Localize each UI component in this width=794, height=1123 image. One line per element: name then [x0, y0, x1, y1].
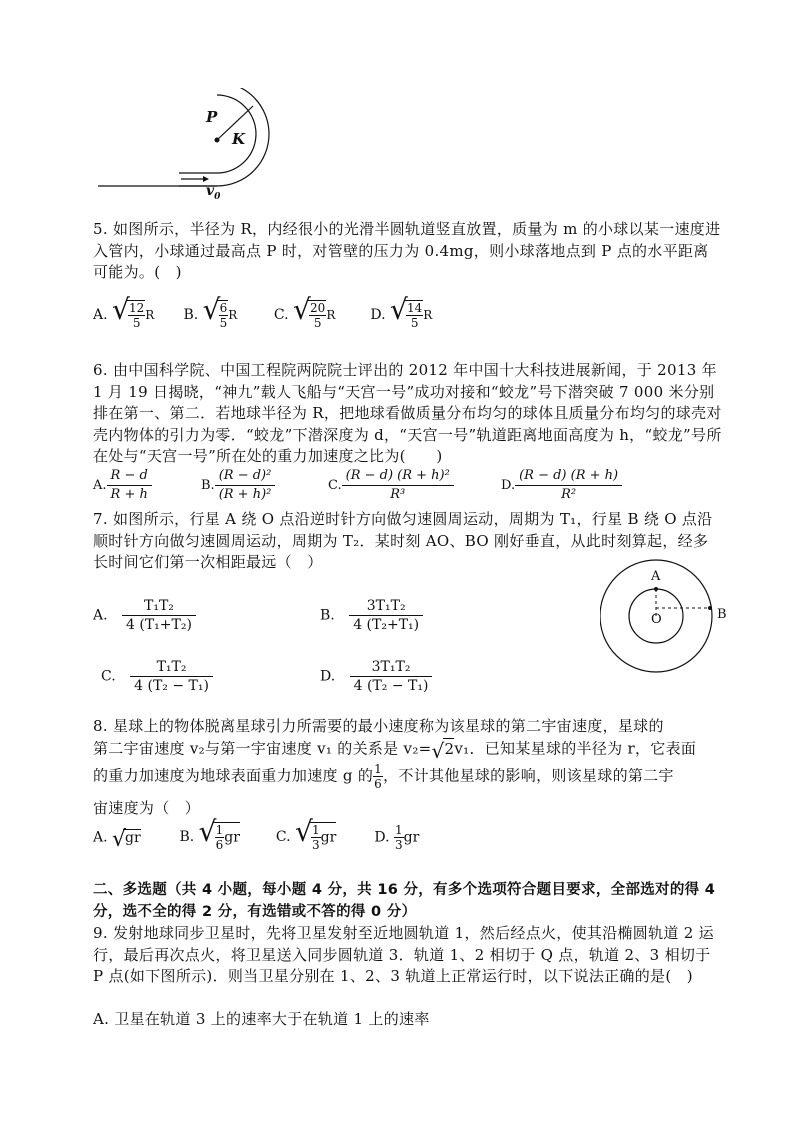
q5-options [93, 293, 613, 330]
label-p: P [206, 108, 218, 126]
q5-text: 5. 如图所示，半径为 R，内经很小的光滑半圆轨道竖直放置，质量为 m 的小球以某一速度进入管内，小球通过最高点 P 时，对管壁的压力为 0.4mg，则小球落地点到 P 点的水平距离可能为。( ) [93, 220, 721, 281]
q7-a-frac [122, 597, 196, 634]
q6-d-letter: D. [501, 478, 516, 493]
q8-d-tail: gr [403, 829, 420, 845]
q8-frac-1-6 [373, 762, 383, 791]
q7-option-a[interactable] [93, 597, 196, 634]
q8-option-b[interactable] [179, 815, 271, 852]
q6-d-num: (R − d) (R + h) [515, 467, 622, 486]
q9-text: 9. 发射地球同步卫星时，先将卫星发射至近地圆轨道 1，然后经点火，使其沿椭圆轨道 2 运行，最后再次点火，将卫星送入同步圆轨道 3．轨道 1、2 相切于 Q 点，轨道 2、3 相切于 P 点(如下图所示)．则当卫星分别在 1、2、3 轨道上正常运行时，以下说法正确的是( ) [93, 924, 714, 985]
q6-option-a[interactable] [93, 467, 152, 504]
orbit-figure [600, 555, 750, 680]
q7-b-den: 4 (T₂+T₁) [353, 617, 420, 633]
q8-b-num: 1 [215, 823, 224, 837]
q8-b-letter: B. [179, 829, 195, 845]
q5-option-a-letter: A. [93, 307, 108, 323]
q6-c-den: R³ [390, 487, 406, 502]
q6-c-num: (R − d) (R + h)² [342, 467, 454, 486]
q6-d-frac [515, 467, 622, 504]
q6-option-d[interactable] [501, 467, 622, 504]
q8-d-frac [394, 823, 404, 852]
q7-b-num: 3T₁T₂ [349, 597, 423, 616]
q5-d-num: 14 [407, 301, 423, 315]
q5-option-d-letter: D. [370, 307, 386, 323]
q7-option-b[interactable] [320, 597, 423, 634]
q8-frac-den: 6 [374, 777, 383, 791]
q7-d-den: 4 (T₂ − T₁) [353, 678, 429, 694]
q8-line4: 宙速度为（ ） [93, 799, 201, 817]
q5-a-unit: R [145, 308, 155, 322]
q5-a-den: 5 [132, 316, 141, 330]
q7-a-num: T₁T₂ [122, 597, 196, 616]
q6-d-den: R² [561, 487, 577, 502]
q8-option-c[interactable] [275, 815, 370, 852]
q5-option-a-radical: √ $\frac{12}{5}$ [112, 293, 145, 330]
q7-b-frac [349, 597, 423, 634]
tube-figure [95, 88, 275, 200]
q8-a-letter: A. [93, 829, 108, 845]
orbit-label-a: A [651, 569, 661, 584]
section2-heading: 二、多选题（共 4 小题，每小题 4 分，共 16 分，有多个选项符合题目要求，全部选对的得 4 分，选不全的得 2 分，有选错或不答的得 0 分） [93, 882, 716, 920]
q8-option-d[interactable] [374, 823, 454, 852]
q5-option-c-radical: √ $\frac{20}{5}$ [293, 293, 326, 330]
q7-a-den: 4 (T₁+T₂) [126, 617, 192, 633]
q6-c-frac [342, 467, 454, 504]
q8-b-radical: √ $\frac{1}{6}$ gr [198, 815, 240, 852]
q8-line2 [93, 738, 723, 761]
q5-c-unit: R [326, 308, 336, 322]
q8-sqrt2-val: 2 [443, 738, 455, 761]
q5-b-den: 5 [219, 316, 228, 330]
q5-option-c-letter: C. [273, 307, 289, 323]
q8-c-den: 3 [312, 838, 320, 852]
label-v: v [206, 183, 215, 199]
q7-d-num: 3T₁T₂ [350, 658, 433, 677]
q8-sqrt2: √ 2 [431, 739, 455, 763]
label-v-sub: 0 [214, 191, 221, 202]
q8-c-num: 1 [312, 823, 320, 837]
orbit-label-b: B [717, 607, 727, 622]
label-v0 [206, 183, 220, 202]
q7-d-frac [350, 658, 433, 695]
q8-c-tail: gr [320, 829, 337, 846]
label-k: K [232, 130, 246, 148]
q5-option-b[interactable] [183, 293, 269, 330]
q5-c-num: 20 [310, 301, 326, 315]
q5-option-d-radical: √ $\frac{14}{5}$ [390, 293, 423, 330]
q8-line2a: 第二宇宙速度 v₂与第一宇宙速度 v₁ 的关系是 v₂= [93, 739, 432, 758]
q8-a-radical: √ gr [112, 826, 141, 852]
q5-option-d[interactable] [370, 293, 462, 330]
q8-frac-num: 1 [374, 762, 383, 776]
q6-b-num: (R − d)² [215, 467, 276, 486]
q7-option-c[interactable] [101, 658, 213, 695]
q7-c-letter: C. [101, 668, 116, 685]
q8-line2b: v₁．已知某星球的半径为 r，它表面 [454, 739, 697, 758]
q5-option-c[interactable] [273, 293, 366, 330]
q5-option-b-letter: B. [183, 307, 199, 323]
q6-b-letter: B. [201, 478, 215, 493]
q8-c-letter: C. [275, 829, 291, 845]
q5-d-unit: R [423, 308, 433, 322]
q6-a-letter: A. [93, 478, 107, 493]
q5-d-den: 5 [410, 316, 419, 330]
q5-option-b-radical: √ $\frac{6}{5}$ [202, 293, 228, 330]
q7-text: 7. 如图所示，行星 A 绕 O 点沿逆时针方向做匀速圆周运动，周期为 T₁，行星 B 绕 O 点沿顺时针方向做匀速圆周运动，周期为 T₂．某时刻 AO、BO 刚好垂直，从此时刻算起，经多长时间它们第一次相距最远（ ） [93, 510, 713, 571]
q8-option-a[interactable] [93, 826, 175, 852]
q8-options [93, 815, 593, 852]
q6-a-den: R + h [110, 487, 148, 502]
q6-b-frac [215, 467, 276, 504]
q6-b-den: (R + h)² [218, 487, 272, 502]
q7-option-d[interactable] [320, 658, 432, 695]
q5-b-unit: R [228, 308, 238, 322]
q7-b-letter: B. [320, 607, 335, 624]
q8-d-letter: D. [374, 829, 390, 845]
q7-c-den: 4 (T₂ − T₁) [134, 678, 209, 694]
q8-line3b: ，不计其他星球的影响，则该星球的第二宇 [383, 766, 674, 785]
q8-b-den: 6 [215, 838, 224, 852]
q5-c-den: 5 [313, 316, 322, 330]
orbit-label-o: O [651, 612, 662, 627]
q7-a-letter: A. [93, 607, 108, 624]
q7-c-frac [130, 658, 213, 695]
q8-line1: 8. 星球上的物体脱离星球引力所需要的最小速度称为该星球的第二宇宙速度，星球的 [93, 717, 664, 735]
q6-option-c[interactable] [328, 467, 454, 504]
q6-option-b[interactable] [201, 467, 275, 504]
q8-d-den: 3 [395, 837, 403, 852]
q5-b-num: 6 [219, 301, 228, 315]
q6-c-letter: C. [328, 478, 342, 493]
q8-b-tail: gr [224, 829, 240, 846]
q8-a-expr: gr [125, 829, 141, 846]
q8-line3 [93, 762, 723, 791]
q8-line3a: 的重力加速度为地球表面重力加速度 g 的 [93, 766, 374, 785]
q5-option-a[interactable] [93, 293, 179, 330]
q8-d-num: 1 [395, 822, 403, 837]
q5-a-num: 12 [129, 301, 145, 315]
q7-d-letter: D. [320, 668, 336, 685]
q6-a-frac [107, 467, 152, 504]
q6-text: 6. 由中国科学院、中国工程院两院院士评出的 2012 年中国十大科技进展新闻，于 2013 年 1 月 19 日揭晓，“神九”载人飞船与“天宫一号”成功对接和“蛟龙”号下潜突破 7 000 米分别排在第一、第二．若地球半径为 R，把地球看做质量分布均匀的球体且质量分布均匀的球壳对壳内物体的引力为零．“蛟龙”下潜深度为 d，“天宫一号”轨道距离地面高度为 h，“蛟龙”号所在处与“天宫一号”所在处的重力加速度之比为( ) [93, 361, 722, 465]
q7-c-num: T₁T₂ [130, 658, 213, 677]
q9-option-a[interactable]: A. 卫星在轨道 3 上的速率大于在轨道 1 上的速率 [93, 1010, 430, 1028]
q8-c-radical: √ $\frac{1}{3}$ gr [295, 815, 337, 852]
q6-a-num: R − d [107, 467, 152, 486]
